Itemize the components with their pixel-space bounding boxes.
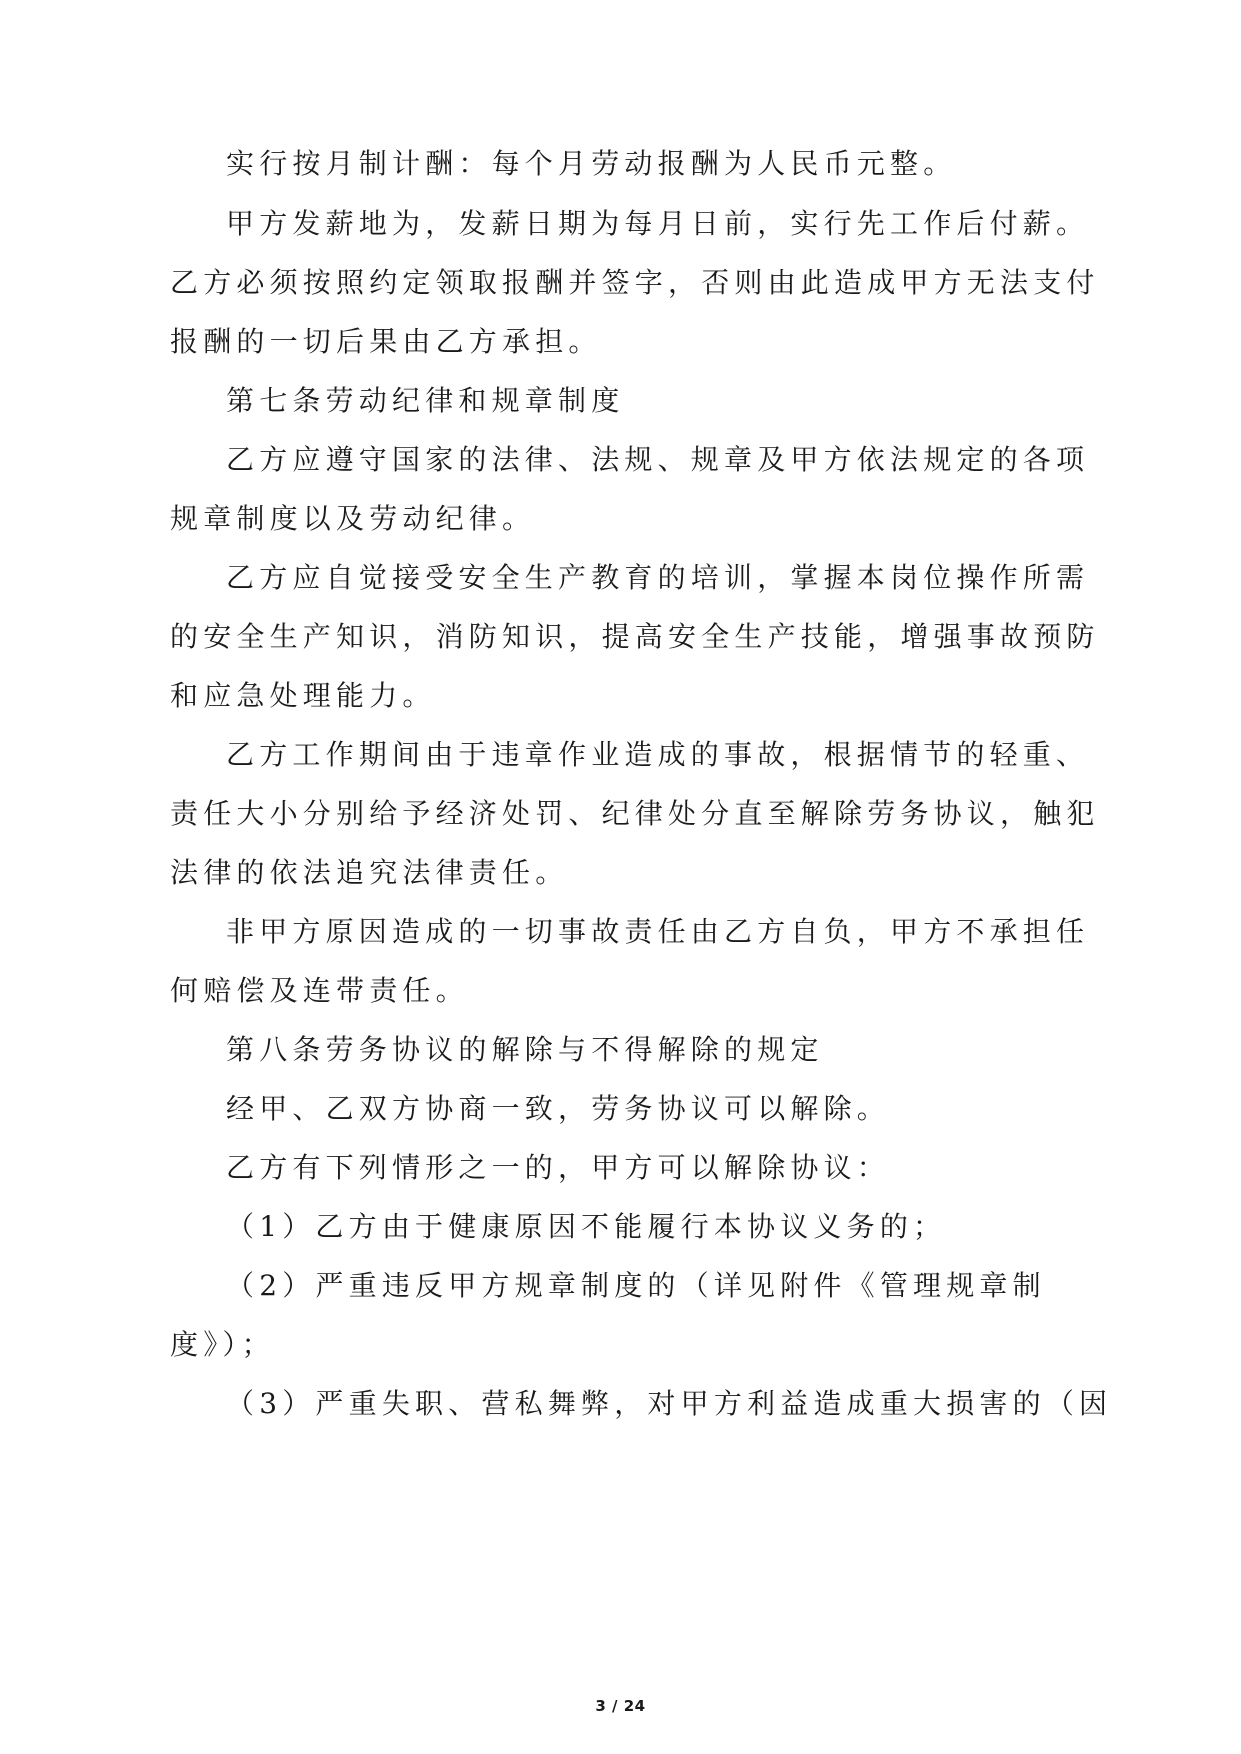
text-line: 乙方应自觉接受安全生产教育的培训，掌握本岗位操作所需 — [226, 561, 1090, 594]
text-line: 乙方有下列情形之一的，甲方可以解除协议： — [226, 1151, 891, 1184]
text-line: 责任大小分别给予经济处罚、纪律处分直至解除劳务协议，触犯 — [170, 797, 1100, 830]
list-item: （1）乙方由于健康原因不能履行本协议义务的； — [226, 1210, 947, 1243]
list-item: （3）严重失职、营私舞弊，对甲方利益造成重大损害的（因 — [226, 1387, 1113, 1420]
text-line: 乙方必须按照约定领取报酬并签字，否则由此造成甲方无法支付 — [170, 266, 1100, 299]
text-line: 非甲方原因造成的一切事故责任由乙方自负，甲方不承担任 — [226, 915, 1090, 948]
text-line: 乙方工作期间由于违章作业造成的事故，根据情节的轻重、 — [226, 738, 1090, 771]
text-line: 和应急处理能力。 — [170, 679, 436, 712]
text-line: 法律的依法追究法律责任。 — [170, 856, 569, 889]
text-line: 实行按月制计酬：每个月劳动报酬为人民币元整。 — [226, 147, 957, 180]
text-line: 的安全生产知识，消防知识，提高安全生产技能，增强事故预防 — [170, 620, 1100, 653]
text-line: 何赔偿及连带责任。 — [170, 974, 469, 1007]
list-item: （2）严重违反甲方规章制度的（详见附件《管理规章制 — [226, 1269, 1046, 1302]
text-line: 经甲、乙双方协商一致，劳务协议可以解除。 — [226, 1092, 891, 1125]
section-heading: 第七条劳动纪律和规章制度 — [226, 384, 625, 417]
section-heading: 第八条劳务协议的解除与不得解除的规定 — [226, 1033, 824, 1066]
text-line: 报酬的一切后果由乙方承担。 — [170, 325, 602, 358]
text-line: 甲方发薪地为，发薪日期为每月日前，实行先工作后付薪。 — [226, 207, 1090, 240]
page-number: 3 / 24 — [595, 1697, 646, 1715]
text-line: 规章制度以及劳动纪律。 — [170, 502, 536, 535]
text-line: 度》）； — [170, 1328, 275, 1361]
text-line: 乙方应遵守国家的法律、法规、规章及甲方依法规定的各项 — [226, 443, 1090, 476]
